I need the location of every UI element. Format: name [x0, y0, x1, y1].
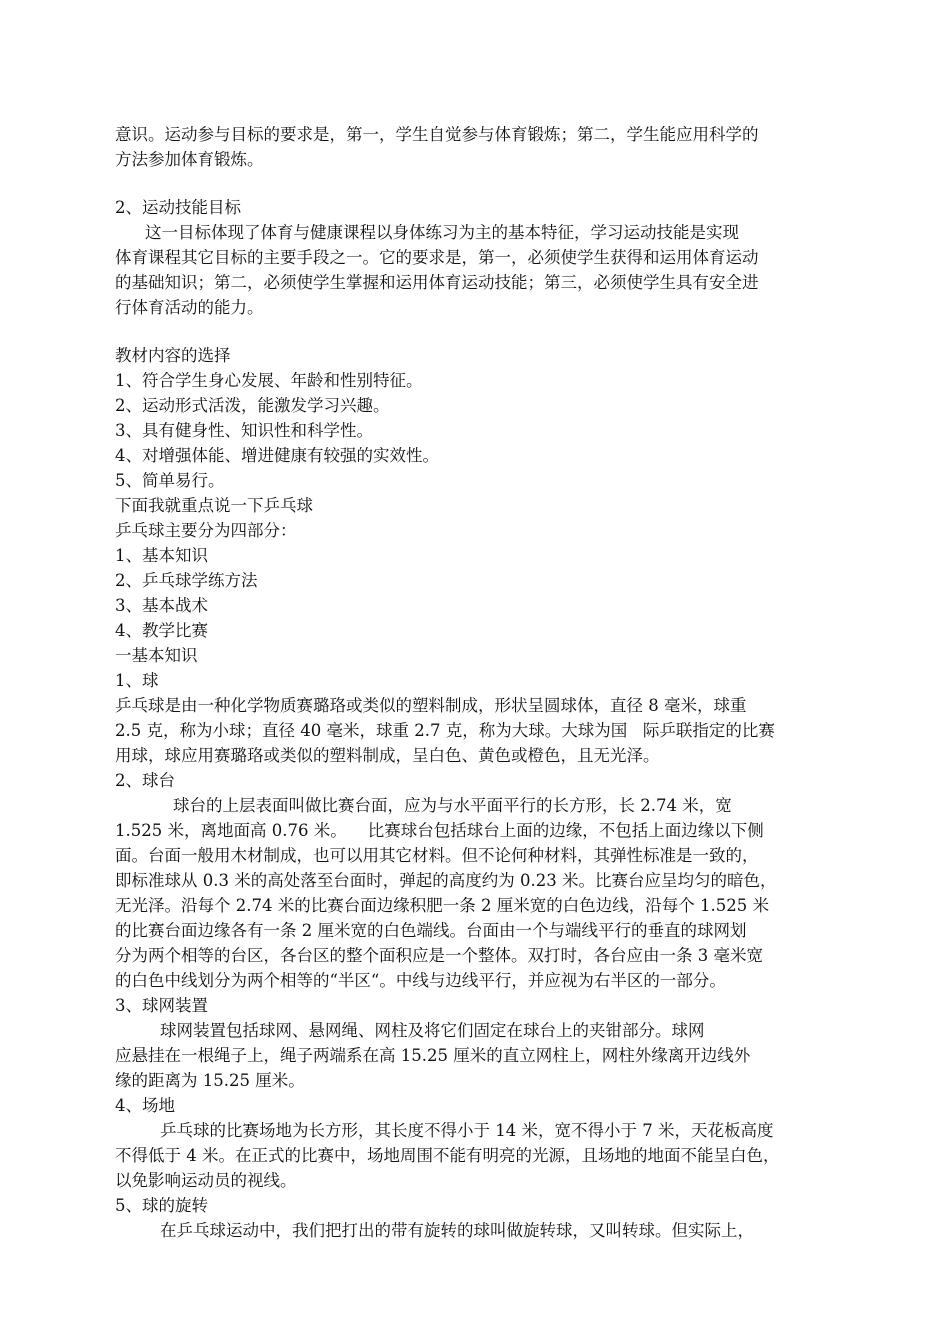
text-line: 球网装置包括球网、悬网绳、网柱及将它们固定在球台上的夹钳部分。球网 [160, 1021, 705, 1040]
paragraph-gap [115, 172, 840, 195]
section-heading: 一基本知识 [115, 646, 198, 665]
text-line: 面。台面一般用木材制成，也可以用其它材料。但不论何种材料，其弹性标准是一致的， [115, 846, 759, 865]
document-page [115, 122, 840, 1243]
text-line: 2.5 克，称为小球；直径 40 毫米，球重 2.7 克，称为大球。大球为国 际乒联指定的比赛 [115, 721, 775, 740]
text-line: 这一目标体现了体育与健康课程以身体练习为主的基本特征，学习运动技能是实现 [145, 223, 739, 242]
text-line: 的白色中线划分为两个相等的“半区“。中线与边线平行，并应视为右半区的一部分。 [115, 971, 726, 990]
text-line: 在乒乓球运动中，我们把打出的带有旋转的球叫做旋转球，又叫转球。但实际上， [160, 1221, 754, 1240]
list-item: 2、乒乓球学练方法 [115, 571, 258, 590]
text-line: 乒乓球是由一种化学物质赛璐珞或类似的塑料制成，形状呈圆球体，直径 8 毫米，球重 [115, 696, 747, 715]
text-line: 不得低于 4 米。在正式的比赛中，场地周围不能有明亮的光源，且场地的地面不能呈白色， [115, 1146, 780, 1165]
list-item: 2、运动形式活泼，能激发学习兴趣。 [115, 396, 390, 415]
section-heading: 教材内容的选择 [115, 346, 231, 365]
text-line: 乒乓球的比赛场地为长方形，其长度不得小于 14 米，宽不得小于 7 米，天花板高度 [160, 1121, 774, 1140]
text-line: 下面我就重点说一下乒乓球 [115, 496, 313, 515]
text-line: 分为两个相等的台区，各台区的整个面积应是一个整体。双打时，各台应由一条 3 毫米宽 [115, 946, 763, 965]
text-line: 乒乓球主要分为四部分： [115, 521, 297, 540]
text-line: 用球，球应用赛璐珞或类似的塑料制成，呈白色、黄色或橙色，且无光泽。 [115, 746, 660, 765]
list-item: 1、符合学生身心发展、年龄和性别特征。 [115, 371, 423, 390]
text-line: 1.525 米，离地面高 0.76 米。 比赛球台包括球台上面的边缘，不包括上面边缘以下侧 [115, 821, 764, 840]
text-line: 缘的距离为 15.25 厘米。 [115, 1071, 305, 1090]
text-line: 以免影响运动员的视线。 [115, 1171, 297, 1190]
subsection-heading: 3、球网装置 [115, 996, 208, 1015]
list-item: 5、简单易行。 [115, 471, 225, 490]
text-line: 体育课程其它目标的主要手段之一。它的要求是，第一，必须使学生获得和运用体育运动 [115, 248, 759, 267]
section-heading: 2、运动技能目标 [115, 198, 241, 217]
subsection-heading: 2、球台 [115, 771, 175, 790]
list-item: 3、具有健身性、知识性和科学性。 [115, 421, 373, 440]
subsection-heading: 5、球的旋转 [115, 1196, 208, 1215]
text-line: 的基础知识；第二，必须使学生掌握和运用体育运动技能；第三，必须使学生具有安全进 [115, 273, 759, 292]
text-line: 行体育活动的能力。 [115, 298, 264, 317]
text-line: 意识。运动参与目标的要求是，第一，学生自觉参与体育锻炼；第二，学生能应用科学的 [115, 125, 759, 144]
list-item: 4、教学比赛 [115, 621, 208, 640]
text-line: 方法参加体育锻炼。 [115, 150, 264, 169]
text-line: 即标准球从 0.3 米的高处落至台面时，弹起的高度约为 0.23 米。比赛台应呈均匀的暗色， [115, 871, 777, 890]
list-item: 3、基本战术 [115, 596, 208, 615]
text-line: 应悬挂在一根绳子上，绳子两端系在高 15.25 厘米的直立网柱上，网柱外缘离开边线外 [115, 1046, 751, 1065]
text-line: 球台的上层表面叫做比赛台面，应为与水平面平行的长方形，长 2.74 米，宽 [173, 796, 732, 815]
text-line: 的比赛台面边缘各有一条 2 厘米宽的白色端线。台面由一个与端线平行的垂直的球网划 [115, 921, 747, 940]
list-item: 1、基本知识 [115, 546, 208, 565]
text-line: 无光泽。沿每个 2.74 米的比赛台面边缘积肥一条 2 厘米宽的白色边线，沿每个 1.525 米 [115, 896, 769, 915]
subsection-heading: 1、球 [115, 671, 159, 690]
paragraph-gap [115, 320, 840, 343]
subsection-heading: 4、场地 [115, 1096, 175, 1115]
list-item: 4、对增强体能、增进健康有较强的实效性。 [115, 446, 439, 465]
